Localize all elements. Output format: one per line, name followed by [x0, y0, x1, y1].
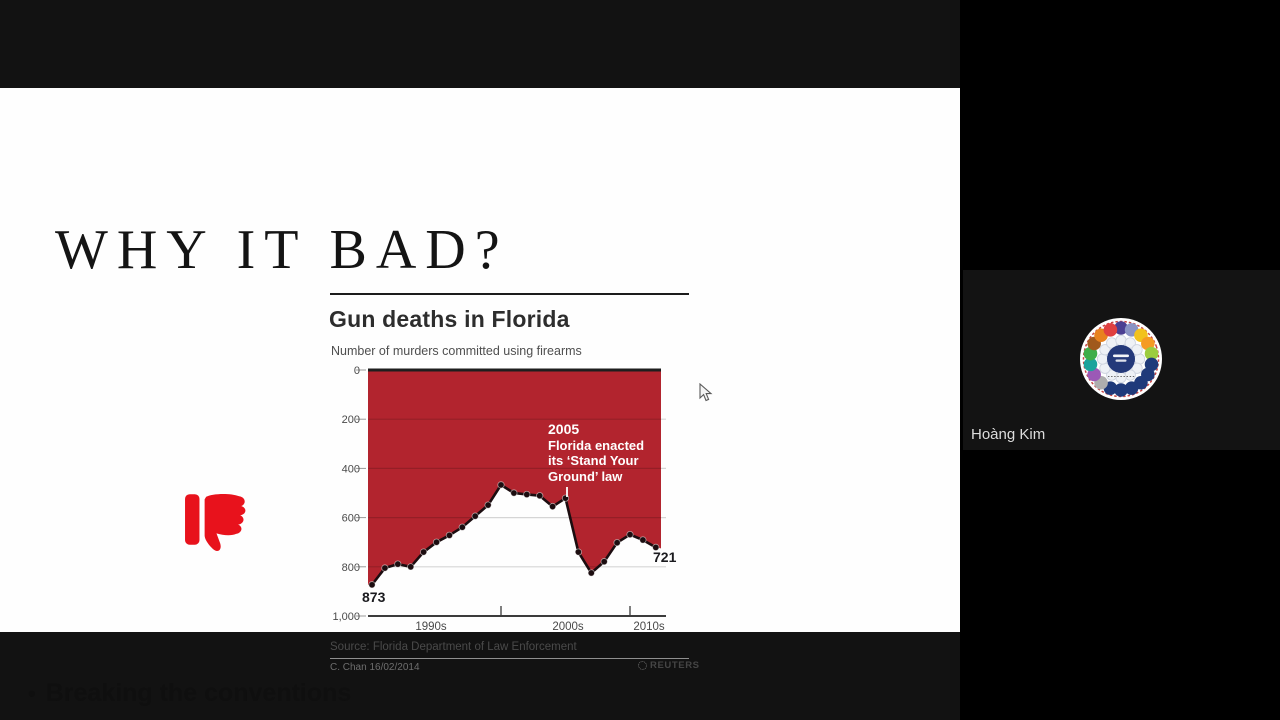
chart-title: Gun deaths in Florida [329, 306, 570, 332]
slide-title: WHY IT BAD? [55, 219, 509, 281]
svg-text:600: 600 [341, 512, 360, 525]
meeting-sidebar [960, 0, 1280, 720]
svg-text:2010s: 2010s [633, 621, 665, 633]
svg-text:2000s: 2000s [552, 621, 584, 633]
svg-text:1990s: 1990s [415, 621, 447, 633]
chart-annotation: 2005 Florida enacted its ‘Stand Your Ground’ law [548, 422, 668, 484]
title-divider [330, 293, 689, 295]
chart-subtitle: Number of murders committed using firearms [331, 344, 582, 358]
presentation-slide [0, 88, 960, 707]
source-divider [330, 658, 689, 659]
avatar [1080, 318, 1162, 400]
svg-text:1,000: 1,000 [332, 611, 360, 623]
annotation-callout-line [566, 487, 568, 497]
svg-text:800: 800 [341, 561, 360, 574]
participant-video-tile[interactable] [963, 270, 1280, 450]
last-point-label: 721 [653, 549, 677, 565]
svg-text:200: 200 [341, 414, 360, 427]
bullet-text: Breaking the conventions [45, 679, 352, 707]
svg-text:400: 400 [341, 463, 360, 476]
reuters-wordmark: REUTERS [650, 660, 700, 671]
chart-source: Source: Florida Department of Law Enforcement [330, 641, 577, 653]
reuters-globe-icon [638, 661, 647, 670]
first-point-label: 873 [362, 589, 386, 605]
svg-text:0: 0 [353, 365, 360, 377]
reuters-logo [638, 660, 700, 671]
bullet-marker: • [28, 680, 36, 706]
participant-name: Hoàng Kim [971, 426, 1046, 443]
thumbs-down-icon [184, 490, 250, 552]
bullet-item [28, 679, 351, 708]
mouse-cursor [699, 383, 713, 403]
annotation-year: 2005 [548, 421, 580, 437]
chart-credit: C. Chan 16/02/2014 [330, 662, 420, 673]
